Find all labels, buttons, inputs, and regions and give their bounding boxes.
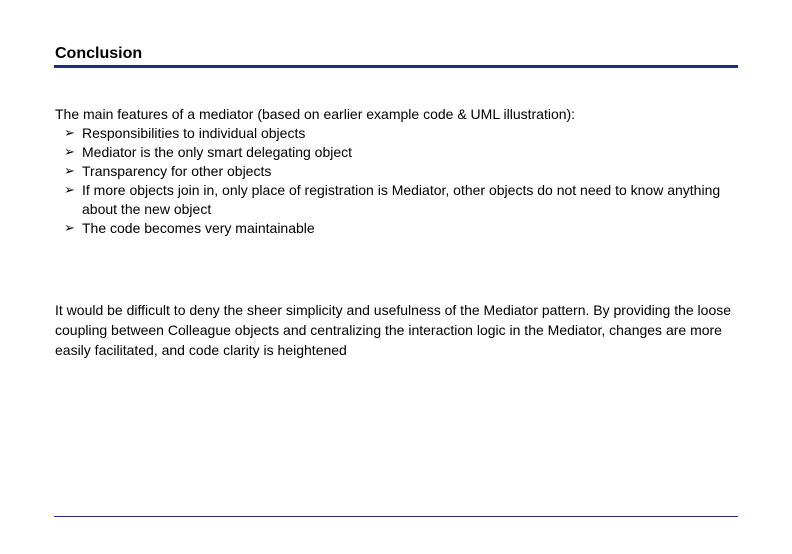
list-item (64, 143, 724, 162)
list-item-text: Transparency for other objects (82, 163, 272, 179)
list-item (64, 124, 724, 143)
intro-text: The main features of a mediator (based on earlier example code & UML illustration): (55, 106, 576, 122)
feature-list (64, 124, 724, 238)
list-item (64, 162, 724, 181)
list-item-text: If more objects join in, only place of registration is Mediator, other objects do not need to know anything about the new object (82, 182, 721, 217)
slide-title: Conclusion (55, 45, 143, 62)
arrowhead-bullet-icon: ➢ (64, 126, 75, 141)
arrowhead-bullet-icon: ➢ (64, 221, 75, 236)
list-item-text: The code becomes very maintainable (82, 220, 315, 236)
arrowhead-bullet-icon: ➢ (64, 145, 75, 160)
list-item-text: Mediator is the only smart delegating object (82, 144, 353, 160)
list-item-text: Responsibilities to individual objects (82, 125, 306, 141)
arrowhead-bullet-icon: ➢ (64, 183, 75, 198)
list-item (64, 181, 724, 219)
title-divider (54, 65, 738, 68)
list-item (64, 219, 724, 238)
conclusion-paragraph: It would be difficult to deny the sheer simplicity and usefulness of the Mediator pattern. By providing the loose coupling between Colleague objects and centralizing the interaction logic in the Mediator, changes are more easily facilitated, and code clarity is heightened (55, 302, 732, 358)
footer-divider (54, 516, 738, 517)
arrowhead-bullet-icon: ➢ (64, 164, 75, 179)
